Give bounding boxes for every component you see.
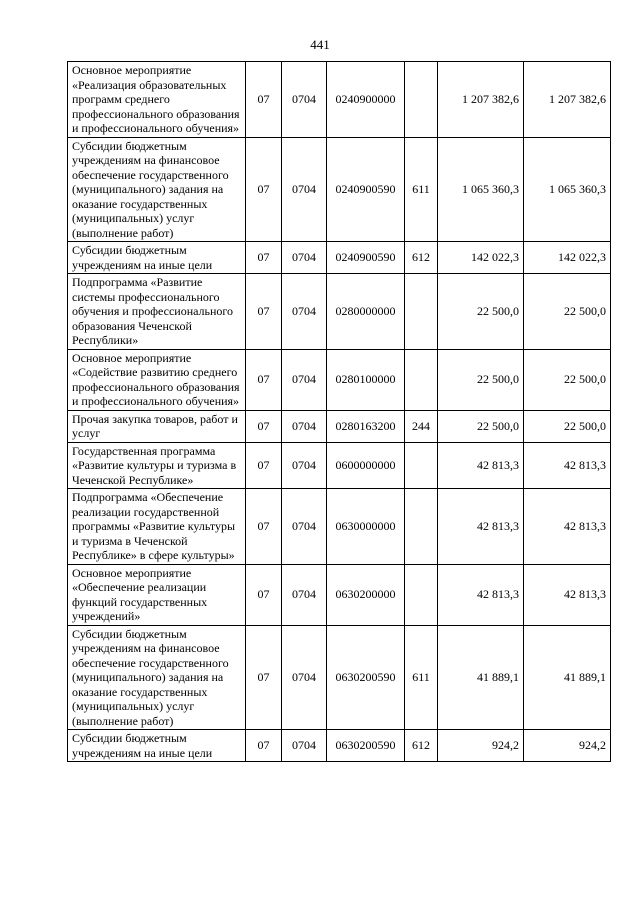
row-target-code: 0240900000 [327, 62, 405, 138]
table-row [68, 625, 611, 730]
row-expense-type: 611 [405, 137, 438, 242]
row-section: 07 [246, 137, 282, 242]
row-sum-2: 1 207 382,6 [524, 62, 611, 138]
row-name: Подпрограмма «Развитие системы профессионального обучения и профессионального образования Чеченской Республики» [68, 274, 246, 350]
row-sum-1: 42 813,3 [438, 442, 524, 489]
row-name: Основное мероприятие «Обеспечение реализации функций государственных учреждений» [68, 564, 246, 625]
row-expense-type [405, 274, 438, 350]
row-name: Основное мероприятие «Содействие развитию среднего профессионального образования и профессионального обучения» [68, 349, 246, 410]
row-section: 07 [246, 410, 282, 442]
row-sum-1: 22 500,0 [438, 410, 524, 442]
table-row [68, 564, 611, 625]
row-sum-1: 1 065 360,3 [438, 137, 524, 242]
row-section: 07 [246, 274, 282, 350]
row-expense-type: 244 [405, 410, 438, 442]
row-sum-1: 42 813,3 [438, 564, 524, 625]
row-section: 07 [246, 442, 282, 489]
row-target-code: 0600000000 [327, 442, 405, 489]
row-section: 07 [246, 349, 282, 410]
row-sum-2: 22 500,0 [524, 349, 611, 410]
row-name: Государственная программа «Развитие культуры и туризма в Чеченской Республике» [68, 442, 246, 489]
row-sum-1: 42 813,3 [438, 489, 524, 565]
row-sum-2: 22 500,0 [524, 410, 611, 442]
row-subsection: 0704 [282, 564, 327, 625]
row-name: Основное мероприятие «Реализация образовательных программ среднего профессионального образования и профессионального обучения» [68, 62, 246, 138]
row-expense-type: 611 [405, 625, 438, 730]
row-sum-1: 41 889,1 [438, 625, 524, 730]
row-sum-2: 924,2 [524, 730, 611, 762]
row-name: Субсидии бюджетным учреждениям на финансовое обеспечение государственного (муниципального) задания на оказание государственных (муниципальных) услуг (выполнение работ) [68, 625, 246, 730]
row-expense-type: 612 [405, 242, 438, 274]
table-row [68, 349, 611, 410]
table-row [68, 730, 611, 762]
row-name: Прочая закупка товаров, работ и услуг [68, 410, 246, 442]
row-expense-type [405, 62, 438, 138]
row-subsection: 0704 [282, 489, 327, 565]
row-target-code: 0280163200 [327, 410, 405, 442]
row-target-code: 0280100000 [327, 349, 405, 410]
row-target-code: 0280000000 [327, 274, 405, 350]
table-row [68, 62, 611, 138]
row-section: 07 [246, 62, 282, 138]
row-expense-type [405, 564, 438, 625]
row-expense-type [405, 489, 438, 565]
budget-table [67, 61, 611, 762]
table-row [68, 442, 611, 489]
page-number: 441 [310, 37, 330, 52]
row-expense-type [405, 349, 438, 410]
row-subsection: 0704 [282, 62, 327, 138]
row-sum-2: 142 022,3 [524, 242, 611, 274]
row-subsection: 0704 [282, 274, 327, 350]
table-row [68, 410, 611, 442]
table-row [68, 242, 611, 274]
table-row [68, 489, 611, 565]
row-sum-1: 22 500,0 [438, 274, 524, 350]
row-sum-1: 142 022,3 [438, 242, 524, 274]
row-section: 07 [246, 489, 282, 565]
row-sum-2: 42 813,3 [524, 489, 611, 565]
row-target-code: 0630000000 [327, 489, 405, 565]
row-target-code: 0240900590 [327, 242, 405, 274]
row-subsection: 0704 [282, 410, 327, 442]
row-subsection: 0704 [282, 625, 327, 730]
row-sum-1: 1 207 382,6 [438, 62, 524, 138]
row-sum-1: 22 500,0 [438, 349, 524, 410]
table-row [68, 137, 611, 242]
row-subsection: 0704 [282, 242, 327, 274]
row-section: 07 [246, 564, 282, 625]
row-expense-type [405, 442, 438, 489]
row-name: Субсидии бюджетным учреждениям на иные цели [68, 242, 246, 274]
row-target-code: 0630200000 [327, 564, 405, 625]
row-subsection: 0704 [282, 137, 327, 242]
row-subsection: 0704 [282, 730, 327, 762]
row-target-code: 0630200590 [327, 730, 405, 762]
row-sum-2: 22 500,0 [524, 274, 611, 350]
row-subsection: 0704 [282, 442, 327, 489]
row-sum-2: 41 889,1 [524, 625, 611, 730]
row-name: Подпрограмма «Обеспечение реализации государственной программы «Развитие культуры и туризма в Чеченской Республике» в сфере культуры» [68, 489, 246, 565]
row-subsection: 0704 [282, 349, 327, 410]
row-expense-type: 612 [405, 730, 438, 762]
row-sum-2: 1 065 360,3 [524, 137, 611, 242]
row-section: 07 [246, 242, 282, 274]
row-name: Субсидии бюджетным учреждениям на финансовое обеспечение государственного (муниципального) задания на оказание государственных (муниципальных) услуг (выполнение работ) [68, 137, 246, 242]
row-sum-2: 42 813,3 [524, 564, 611, 625]
row-target-code: 0630200590 [327, 625, 405, 730]
row-sum-2: 42 813,3 [524, 442, 611, 489]
row-sum-1: 924,2 [438, 730, 524, 762]
row-target-code: 0240900590 [327, 137, 405, 242]
table-row [68, 274, 611, 350]
row-section: 07 [246, 625, 282, 730]
row-name: Субсидии бюджетным учреждениям на иные цели [68, 730, 246, 762]
row-section: 07 [246, 730, 282, 762]
